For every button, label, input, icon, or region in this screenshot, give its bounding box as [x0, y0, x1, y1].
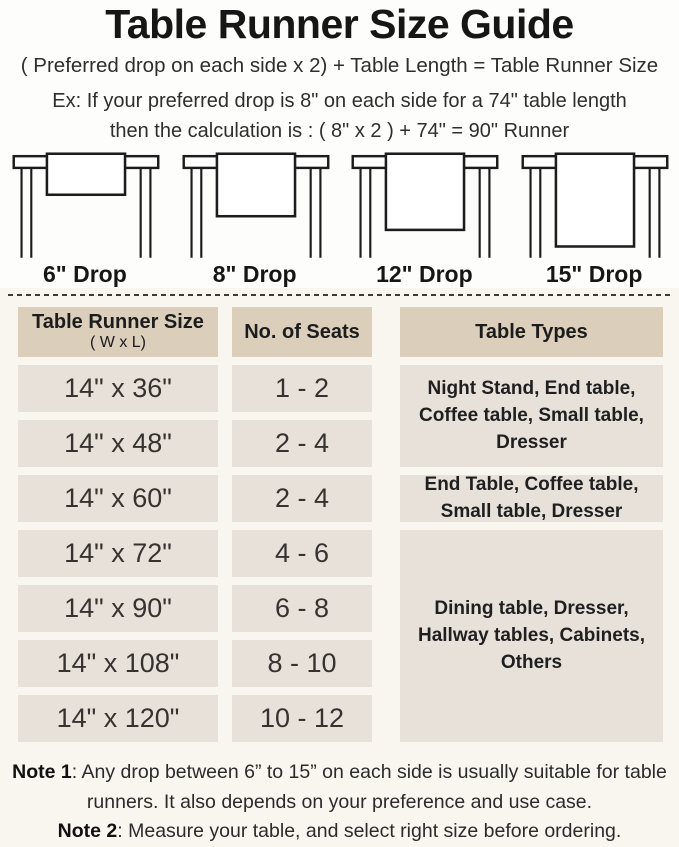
table-illustration-15in-drop: [509, 151, 679, 259]
note-2-text: : Measure your table, and select right size before ordering.: [117, 820, 622, 843]
runner-rect: [556, 154, 634, 247]
drop-label-6in: 6" Drop: [43, 261, 127, 288]
header-runner-size-title: Table Runner Size: [32, 311, 204, 334]
table-with-runner-drawing: [2, 151, 168, 259]
seats-cell: 6 - 8: [232, 585, 372, 632]
size-cell: 14" x 36": [18, 365, 218, 412]
size-cell: 14" x 72": [18, 530, 218, 577]
runner-rect: [47, 154, 125, 195]
table-drop-illustrations: [0, 151, 679, 259]
seats-cell: 2 - 4: [232, 420, 372, 467]
size-table-section: [0, 296, 679, 847]
table-with-runner-drawing: [511, 151, 677, 259]
size-cell: 14" x 120": [18, 695, 218, 742]
note-1: [6, 758, 673, 817]
header-table-types: Table Types: [400, 307, 663, 357]
drop-label-15in: 15" Drop: [545, 261, 643, 288]
formula-text: ( Preferred drop on each side x 2) + Table Length = Table Runner Size: [20, 54, 659, 78]
table-types-cell-large: Dining table, Dresser, Hallway tables, Cabinets, Others: [400, 530, 663, 742]
drop-labels-row: [0, 261, 679, 288]
example-line-1: Ex: If your preferred drop is 8" on each side for a 74" table length: [52, 90, 627, 113]
runner-rect: [217, 154, 295, 216]
table-types-cell-small: Night Stand, End table, Coffee table, Small table, Dresser: [400, 365, 663, 467]
seats-cell: 2 - 4: [232, 475, 372, 522]
note-1-text: : Any drop between 6” to 15” on each side is usually suitable for table runners. It also depends on your preference and use case.: [71, 761, 667, 813]
table-illustration-8in-drop: [170, 151, 340, 259]
drop-label-12in: 12" Drop: [376, 261, 473, 288]
drop-label-8in: 8" Drop: [212, 261, 297, 288]
table-with-runner-drawing: [341, 151, 507, 259]
header-seats: No. of Seats: [232, 307, 372, 357]
size-cell: 14" x 90": [18, 585, 218, 632]
header-runner-size: [18, 307, 218, 357]
size-table: [18, 307, 663, 742]
table-types-cell-medium: End Table, Coffee table, Small table, Dresser: [400, 475, 663, 522]
example-line-2: then the calculation is : ( 8" x 2 ) + 74" = 90" Runner: [109, 120, 570, 143]
page-title: Table Runner Size Guide: [105, 1, 574, 47]
table-illustration-6in-drop: [0, 151, 170, 259]
seats-cell: 1 - 2: [232, 365, 372, 412]
seats-cell: 4 - 6: [232, 530, 372, 577]
size-cell: 14" x 108": [18, 640, 218, 687]
table-illustration-12in-drop: [340, 151, 510, 259]
note-2: [6, 817, 673, 847]
note-2-label: Note 2: [57, 820, 118, 843]
size-cell: 14" x 48": [18, 420, 218, 467]
header-runner-size-sub: ( W x L): [90, 334, 146, 352]
top-section: [0, 0, 679, 288]
seats-cell: 8 - 10: [232, 640, 372, 687]
note-1-label: Note 1: [12, 761, 72, 784]
seats-cell: 10 - 12: [232, 695, 372, 742]
table-with-runner-drawing: [172, 151, 338, 259]
notes: [0, 758, 679, 847]
runner-rect: [386, 154, 464, 230]
size-cell: 14" x 60": [18, 475, 218, 522]
